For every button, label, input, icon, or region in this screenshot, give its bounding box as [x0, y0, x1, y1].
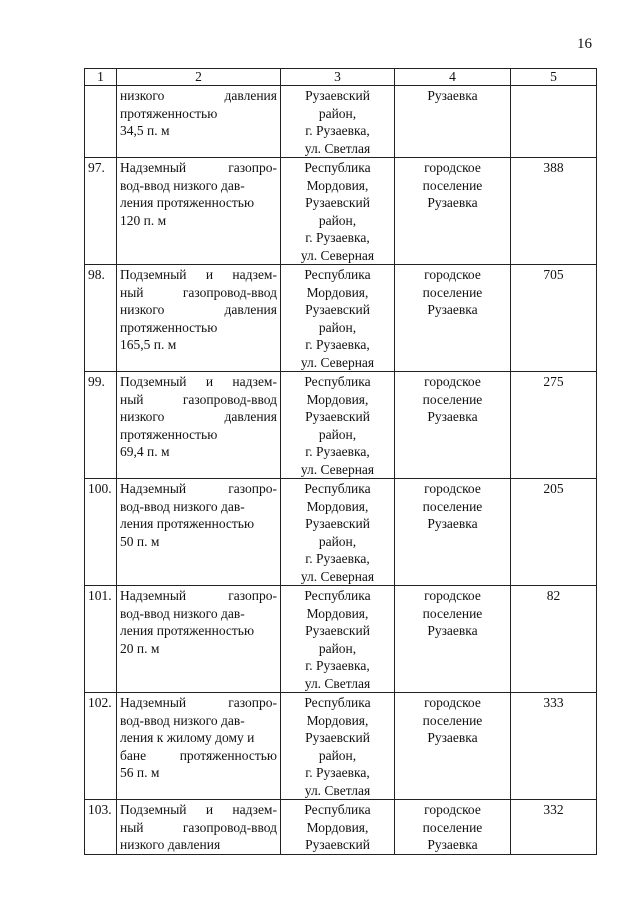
object-name-word: низкого — [120, 302, 165, 317]
object-name-word: надзем- — [232, 802, 277, 817]
object-name-word: ный — [120, 819, 144, 835]
object-name-word: 34,5 п. м — [120, 123, 170, 138]
object-name-word: Подземный — [120, 374, 187, 389]
object-name-line — [120, 801, 277, 819]
object-name-word: протяженностью — [120, 319, 218, 335]
column-header: 3 — [281, 69, 395, 86]
object-name-cell — [117, 158, 281, 265]
table-row — [85, 86, 597, 158]
location-cell — [281, 372, 395, 479]
settlement-line: поселение — [422, 605, 483, 621]
location-line: г. Рузаевка, — [305, 765, 370, 780]
object-name-line — [120, 284, 277, 302]
row-number: 97. — [85, 158, 117, 265]
object-name-line — [120, 105, 277, 123]
row-number: 102. — [85, 693, 117, 800]
column-header: 4 — [395, 69, 511, 86]
location-line: Республика — [304, 588, 371, 603]
location-line: Рузаевский — [305, 623, 370, 638]
object-name-word: надзем- — [232, 374, 277, 389]
object-name-word: Надземный — [120, 695, 187, 710]
location-line: г. Рузаевка, — [305, 230, 370, 245]
location-line: ул. Северная — [300, 247, 375, 263]
object-name-word: ления к жилому дому и — [120, 730, 255, 745]
value-cell — [511, 86, 597, 158]
location-line: район, — [318, 747, 357, 763]
object-name-word: низкого — [120, 88, 165, 103]
table-row — [85, 372, 597, 479]
location-line: г. Рузаевка, — [305, 658, 370, 673]
object-name-line — [120, 159, 277, 177]
object-name-word: 20 п. м — [120, 640, 160, 656]
location-line: район, — [318, 105, 357, 121]
location-line: ул. Светлая — [304, 782, 371, 798]
object-name-word: протяженностью — [120, 105, 218, 121]
object-name-line — [120, 480, 277, 498]
table-row — [85, 586, 597, 693]
location-line: Рузаевский — [305, 516, 370, 531]
settlement-cell — [395, 800, 511, 855]
settlement-line: Рузаевка — [427, 409, 478, 424]
object-name-word: и — [205, 374, 214, 389]
object-name-cell — [117, 586, 281, 693]
location-line: Рузаевский — [305, 409, 370, 424]
location-line: г. Рузаевка, — [305, 444, 370, 459]
object-name-cell — [117, 265, 281, 372]
object-name-word: бане — [120, 747, 147, 763]
settlement-line: городское — [424, 267, 481, 282]
object-name-line — [120, 729, 277, 747]
settlement-line: поселение — [422, 819, 483, 835]
object-name-word: вод-ввод низкого дав- — [120, 177, 245, 193]
object-name-word: Надземный — [120, 160, 187, 175]
location-line: район, — [318, 212, 357, 228]
object-name-word: 50 п. м — [120, 533, 160, 549]
location-line: Мордовия, — [306, 391, 369, 407]
row-number: 100. — [85, 479, 117, 586]
object-name-word: ный — [120, 284, 144, 300]
object-name-line — [120, 408, 277, 426]
location-cell — [281, 479, 395, 586]
table-row — [85, 800, 597, 855]
object-name-line — [120, 764, 277, 782]
registry-table — [84, 68, 597, 855]
object-name-line — [120, 605, 277, 623]
settlement-line: поселение — [422, 498, 483, 514]
settlement-line: поселение — [422, 177, 483, 193]
object-name-line — [120, 443, 277, 461]
value-cell: 388 — [511, 158, 597, 265]
location-line: Мордовия, — [306, 498, 369, 514]
location-line: Мордовия, — [306, 177, 369, 193]
location-cell — [281, 158, 395, 265]
object-name-line — [120, 622, 277, 640]
object-name-word: низкого — [120, 409, 165, 424]
row-number: 98. — [85, 265, 117, 372]
location-line: Республика — [304, 695, 371, 710]
settlement-line: Рузаевка — [427, 623, 478, 638]
location-cell — [281, 800, 395, 855]
settlement-cell — [395, 693, 511, 800]
row-number: 103. — [85, 800, 117, 855]
location-line: Республика — [304, 160, 371, 175]
object-name-word: Надземный — [120, 588, 187, 603]
object-name-line — [120, 266, 277, 284]
object-name-line — [120, 301, 277, 319]
location-line: ул. Северная — [300, 354, 375, 370]
object-name-line — [120, 819, 277, 837]
column-header-row — [85, 69, 597, 86]
location-line: Мордовия, — [306, 819, 369, 835]
location-line: Республика — [304, 802, 371, 817]
location-line: Республика — [304, 481, 371, 496]
object-name-line — [120, 587, 277, 605]
object-name-line — [120, 391, 277, 409]
settlement-line: поселение — [422, 391, 483, 407]
location-line: район, — [318, 533, 357, 549]
object-name-cell — [117, 479, 281, 586]
object-name-word: протяженностью — [179, 747, 277, 763]
settlement-line: Рузаевка — [427, 837, 478, 852]
object-name-word: газопро- — [228, 481, 277, 496]
settlement-line: Рузаевка — [427, 730, 478, 745]
object-name-line — [120, 212, 277, 230]
settlement-line: Рузаевка — [427, 88, 478, 103]
location-line: район, — [318, 640, 357, 656]
location-line: район, — [318, 426, 357, 442]
table-row — [85, 158, 597, 265]
object-name-word: вод-ввод низкого дав- — [120, 712, 245, 728]
settlement-line: городское — [424, 695, 481, 710]
settlement-line: городское — [424, 802, 481, 817]
location-line: Республика — [304, 374, 371, 389]
location-line: г. Рузаевка, — [305, 123, 370, 138]
location-line: Рузаевский — [305, 195, 370, 210]
location-line: г. Рузаевка, — [305, 337, 370, 352]
settlement-line: городское — [424, 374, 481, 389]
object-name-line — [120, 319, 277, 337]
location-line: ул. Светлая — [304, 675, 371, 691]
table-body — [85, 69, 597, 855]
object-name-cell — [117, 86, 281, 158]
object-name-word: Подземный — [120, 802, 187, 817]
object-name-word: газопро- — [228, 160, 277, 175]
settlement-line: городское — [424, 160, 481, 175]
object-name-cell — [117, 693, 281, 800]
location-cell — [281, 86, 395, 158]
object-name-line — [120, 498, 277, 516]
column-header: 2 — [117, 69, 281, 86]
settlement-line: поселение — [422, 712, 483, 728]
settlement-line: городское — [424, 481, 481, 496]
page-number: 16 — [577, 36, 592, 52]
location-line: район, — [318, 319, 357, 335]
object-name-line — [120, 694, 277, 712]
location-line: Мордовия, — [306, 605, 369, 621]
object-name-word: ления протяженностью — [120, 195, 255, 210]
object-name-line — [120, 515, 277, 533]
object-name-word: газопро- — [228, 695, 277, 710]
settlement-cell — [395, 586, 511, 693]
object-name-line — [120, 87, 277, 105]
table-row — [85, 265, 597, 372]
location-line: Мордовия, — [306, 284, 369, 300]
settlement-line: Рузаевка — [427, 516, 478, 531]
object-name-word: ления протяженностью — [120, 623, 255, 638]
object-name-line — [120, 747, 277, 765]
column-header: 5 — [511, 69, 597, 86]
object-name-line — [120, 194, 277, 212]
value-cell: 82 — [511, 586, 597, 693]
location-line: Рузаевский — [305, 730, 370, 745]
settlement-line: поселение — [422, 284, 483, 300]
object-name-line — [120, 640, 277, 658]
object-name-word: газопровод-ввод — [182, 391, 277, 407]
object-name-line — [120, 373, 277, 391]
object-name-line — [120, 836, 277, 854]
object-name-word: вод-ввод низкого дав- — [120, 498, 245, 514]
object-name-word: вод-ввод низкого дав- — [120, 605, 245, 621]
settlement-cell — [395, 372, 511, 479]
object-name-word: Надземный — [120, 481, 187, 496]
location-cell — [281, 586, 395, 693]
settlement-cell — [395, 86, 511, 158]
object-name-word: 120 п. м — [120, 212, 167, 228]
location-line: г. Рузаевка, — [305, 551, 370, 566]
object-name-word: и — [205, 802, 214, 817]
table-row — [85, 693, 597, 800]
location-line: ул. Северная — [300, 461, 375, 477]
table-row — [85, 479, 597, 586]
object-name-line — [120, 712, 277, 730]
object-name-line — [120, 122, 277, 140]
location-cell — [281, 265, 395, 372]
object-name-line — [120, 426, 277, 444]
object-name-cell — [117, 800, 281, 855]
object-name-word: газопровод-ввод — [182, 819, 277, 835]
object-name-word: давления — [224, 88, 277, 103]
object-name-line — [120, 336, 277, 354]
object-name-word: 69,4 п. м — [120, 444, 170, 459]
settlement-cell — [395, 265, 511, 372]
object-name-word: и — [205, 267, 214, 282]
object-name-word: давления — [224, 409, 277, 424]
location-line: Рузаевский — [305, 88, 370, 103]
object-name-line — [120, 533, 277, 551]
object-name-word: 56 п. м — [120, 765, 160, 780]
object-name-word: давления — [224, 302, 277, 317]
value-cell: 275 — [511, 372, 597, 479]
object-name-word: газопро- — [228, 588, 277, 603]
object-name-word: Подземный — [120, 267, 187, 282]
location-line: Рузаевский — [305, 837, 370, 852]
object-name-word: низкого давления — [120, 837, 221, 852]
value-cell: 205 — [511, 479, 597, 586]
object-name-word: надзем- — [232, 267, 277, 282]
location-cell — [281, 693, 395, 800]
object-name-word: ления протяженностью — [120, 516, 255, 531]
location-line: Рузаевский — [305, 302, 370, 317]
row-number: 101. — [85, 586, 117, 693]
object-name-word: 165,5 п. м — [120, 337, 177, 352]
settlement-line: Рузаевка — [427, 195, 478, 210]
location-line: ул. Светлая — [304, 140, 371, 156]
settlement-cell — [395, 158, 511, 265]
object-name-word: ный — [120, 391, 144, 407]
value-cell: 705 — [511, 265, 597, 372]
location-line: ул. Северная — [300, 568, 375, 584]
settlement-cell — [395, 479, 511, 586]
object-name-line — [120, 177, 277, 195]
location-line: Мордовия, — [306, 712, 369, 728]
row-number — [85, 86, 117, 158]
object-name-word: газопровод-ввод — [182, 284, 277, 300]
value-cell: 333 — [511, 693, 597, 800]
column-header: 1 — [85, 69, 117, 86]
object-name-cell — [117, 372, 281, 479]
value-cell: 332 — [511, 800, 597, 855]
row-number: 99. — [85, 372, 117, 479]
location-line: Республика — [304, 267, 371, 282]
settlement-line: Рузаевка — [427, 302, 478, 317]
object-name-word: протяженностью — [120, 426, 218, 442]
settlement-line: городское — [424, 588, 481, 603]
